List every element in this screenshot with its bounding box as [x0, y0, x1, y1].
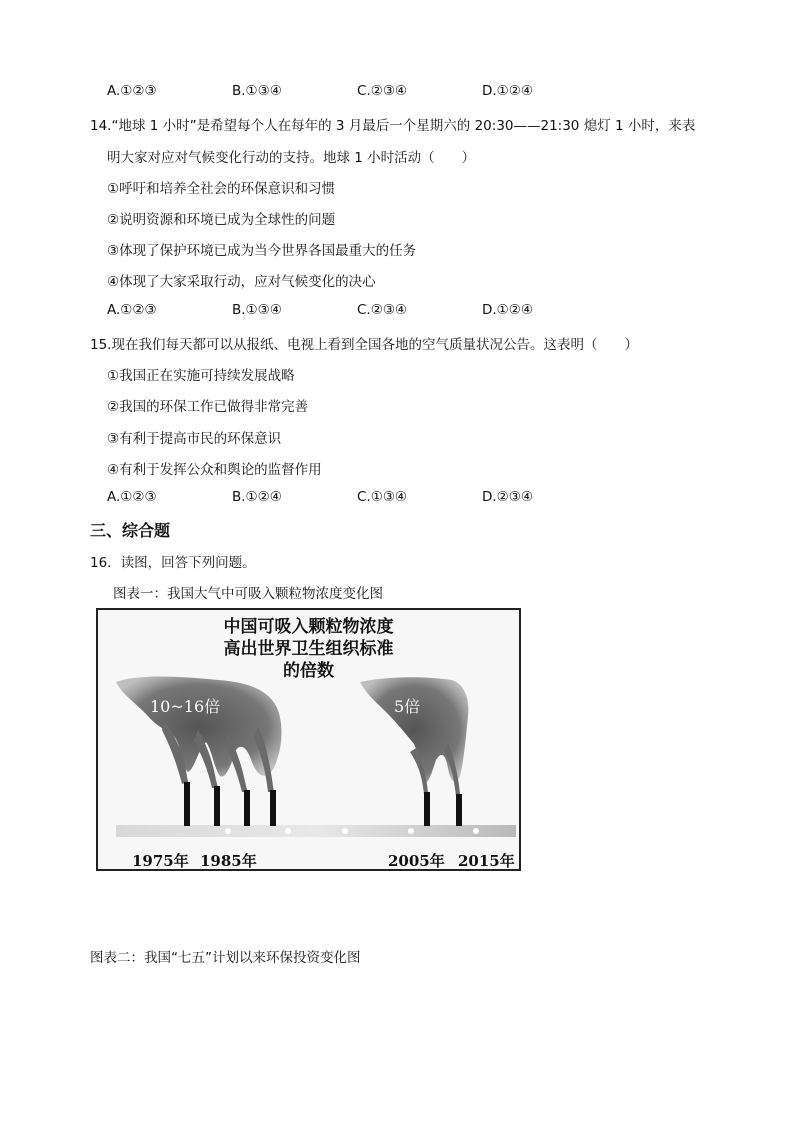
- q15-item-1: ①我国正在实施可持续发展战略: [107, 368, 295, 384]
- options-row-q14: [107, 302, 607, 318]
- year-label-2015: 2015年: [458, 852, 515, 870]
- multiplier-label-left: 10~16倍: [150, 697, 221, 716]
- option-b: B.①②④: [232, 489, 282, 505]
- option-d: D.①②④: [482, 302, 533, 318]
- option-c: C.②③④: [357, 302, 408, 318]
- chimney: [244, 790, 250, 826]
- figure-title-line3: 的倍数: [283, 661, 334, 681]
- figure1-caption: 图表一：我国大气中可吸入颗粒物浓度变化图: [113, 586, 383, 602]
- multiplier-label-right: 5倍: [394, 697, 421, 716]
- ground-dot: [225, 828, 231, 834]
- q15-stem: 15.现在我们每天都可以从报纸、电视上看到全国各地的空气质量状况公告。这表明（ ）: [90, 337, 638, 353]
- q14-stem-line2: 明大家对应对气候变化行动的支持。地球 1 小时活动（ ）: [107, 150, 476, 166]
- chimney: [270, 790, 276, 826]
- option-d: D.①②④: [482, 83, 533, 99]
- chimney: [214, 786, 220, 826]
- ground-dot: [408, 828, 414, 834]
- chimney: [184, 782, 190, 826]
- pollution-figure: [96, 608, 521, 871]
- ground-dot: [285, 828, 291, 834]
- q15-item-2: ②我国的环保工作已做得非常完善: [107, 399, 309, 415]
- option-a: A.①②③: [107, 489, 157, 505]
- figure2-caption: 图表二：我国“七五”计划以来环保投资变化图: [90, 950, 361, 966]
- option-b: B.①③④: [232, 83, 282, 99]
- q14-item-3: ③体现了保护环境已成为当今世界各国最重大的任务: [107, 243, 417, 259]
- q16-stem: 16．读图，回答下列问题。: [90, 555, 256, 571]
- chimney: [456, 794, 462, 826]
- option-a: A.①②③: [107, 302, 157, 318]
- option-c: C.②③④: [357, 83, 408, 99]
- ground-dot: [342, 828, 348, 834]
- ground-dot: [473, 828, 479, 834]
- chimney: [424, 792, 430, 826]
- q15-item-3: ③有利于提高市民的环保意识: [107, 431, 282, 447]
- option-a: A.①②③: [107, 83, 157, 99]
- options-row-q15: [107, 489, 607, 505]
- option-d: D.②③④: [482, 489, 533, 505]
- options-row-q13: [107, 83, 607, 99]
- ground-strip: [116, 825, 516, 837]
- year-label-2005: 2005年: [388, 852, 445, 870]
- year-label-1985: 1985年: [200, 852, 257, 870]
- option-b: B.①③④: [232, 302, 282, 318]
- figure-title-line1: 中国可吸入颗粒物浓度: [223, 617, 394, 637]
- q14-stem-line1: 14.“地球 1 小时”是希望每个人在每年的 3 月最后一个星期六的 20:30——21:30 熄灯 1 小时，来表: [90, 118, 696, 134]
- q15-item-4: ④有利于发挥公众和舆论的监督作用: [107, 462, 322, 478]
- q14-item-2: ②说明资源和环境已成为全球性的问题: [107, 212, 336, 228]
- q14-item-4: ④体现了大家采取行动，应对气候变化的决心: [107, 274, 376, 290]
- figure-title-line2: 高出世界卫生组织标准: [223, 639, 394, 659]
- section-heading: 三、综合题: [90, 521, 171, 540]
- year-label-1975: 1975年: [132, 852, 189, 870]
- option-c: C.①③④: [357, 489, 408, 505]
- q14-item-1: ①呼吁和培养全社会的环保意识和习惯: [107, 181, 336, 197]
